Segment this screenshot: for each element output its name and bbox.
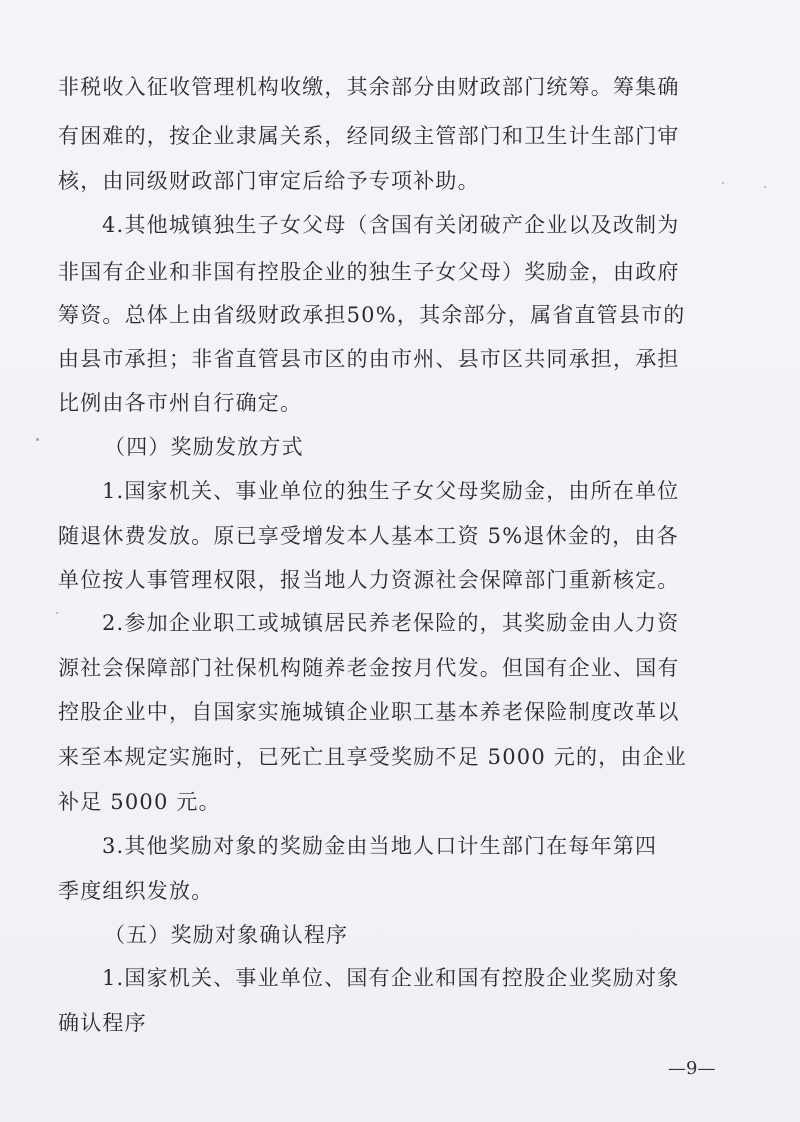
paragraph-2-start: 2.参加企业职工或城镇居民养老保险的，其奖励金由人力资 xyxy=(102,611,680,635)
body-line: 来至本规定实施时，已死亡且享受奖励不足 5000 元的，由企业 xyxy=(58,745,687,769)
scan-speck xyxy=(722,182,724,184)
paragraph-3-start: 3.其他奖励对象的奖励金由当地人口计生部门在每年第四 xyxy=(102,834,658,858)
body-line: 比例由各市州自行确定。 xyxy=(58,391,303,415)
body-line: 源社会保障部门社保机构随养老金按月代发。但国有企业、国有 xyxy=(58,656,680,680)
scan-speck xyxy=(764,186,766,188)
body-line: 控股企业中，自国家实施城镇企业职工基本养老保险制度改革以 xyxy=(58,700,680,724)
body-line: 确认程序 xyxy=(58,1011,147,1035)
body-line: 有困难的，按企业隶属关系，经同级主管部门和卫生计生部门审 xyxy=(58,124,680,148)
scan-speck xyxy=(56,612,58,614)
body-line: 季度组织发放。 xyxy=(58,879,214,903)
section-heading-four: （四）奖励发放方式 xyxy=(104,435,304,459)
body-line: 非国有企业和非国有控股企业的独生子女父母）奖励金，由政府 xyxy=(58,260,680,284)
scan-speck xyxy=(36,438,39,441)
body-line: 随退休费发放。原已享受增发本人基本工资 5%退休金的，由各 xyxy=(58,524,679,548)
paragraph-1-start: 1.国家机关、事业单位、国有企业和国有控股企业奖励对象 xyxy=(102,966,680,990)
body-line: 非税收入征收管理机构收缴，其余部分由财政部门统筹。筹集确 xyxy=(58,75,680,99)
body-line: 补足 5000 元。 xyxy=(58,790,221,814)
body-line: 核，由同级财政部门审定后给予专项补助。 xyxy=(58,169,480,193)
body-line: 单位按人事管理权限，报当地人力资源社会保障部门重新核定。 xyxy=(58,568,680,592)
paragraph-4-start: 4.其他城镇独生子女父母（含国有关闭破产企业以及改制为 xyxy=(102,213,680,237)
body-line: 由县市承担；非省直管县市区的由市州、县市区共同承担，承担 xyxy=(58,347,680,371)
paragraph-1-start: 1.国家机关、事业单位的独生子女父母奖励金，由所在单位 xyxy=(102,479,680,503)
page-number: —9— xyxy=(668,1058,716,1079)
section-heading-five: （五）奖励对象确认程序 xyxy=(104,923,349,947)
body-line: 筹资。总体上由省级财政承担50%，其余部分，属省直管县市的 xyxy=(58,303,686,327)
